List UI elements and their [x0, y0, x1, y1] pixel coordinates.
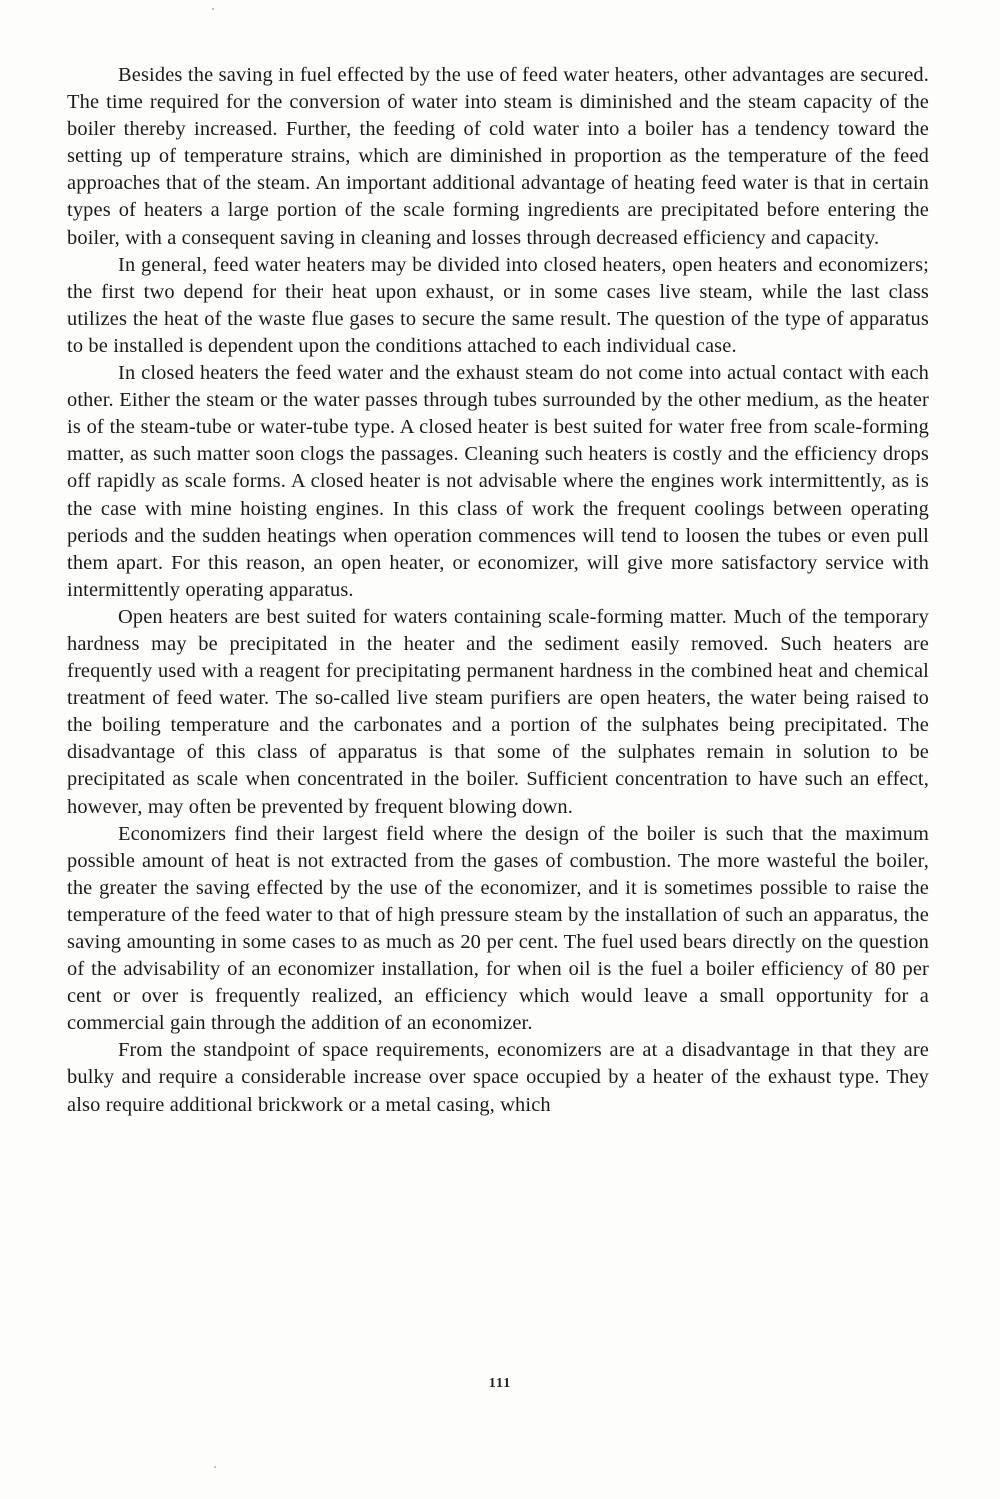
paragraph: Besides the saving in fuel effected by the use of feed water heaters, other advantages are secured. The time required for the conversion of water into steam is diminished and the steam capacity of the boiler thereby increased. Further, the feeding of cold water into a boiler has a tendency toward the setting up of temperature strains, which are diminished in proportion as the temperature of the feed approaches that of the steam. An important additional advantage of heating feed water is that in certain types of heaters a large portion of the scale forming ingredients are precipitated before entering the boiler, with a consequent saving in cleaning and losses through decreased efficiency and capacity.: [67, 64, 929, 249]
paragraph: Economizers find their largest field where the design of the boiler is such that the maximum possible amount of heat is not extracted from the gases of combustion. The more wasteful the boiler, the greater the saving effected by the use of the economizer, and it is sometimes possible to raise the temperature of the feed water to that of high pressure steam by the installation of such an apparatus, the saving amounting in some cases to as much as 20 per cent. The fuel used bears directly on the question of the advisability of an economizer installation, for when oil is the fuel a boiler efficiency of 80 per cent or over is frequently realized, an efficiency which would leave a small opportunity for a commercial gain through the addition of an economizer.: [67, 822, 929, 1035]
paragraph: Open heaters are best suited for waters containing scale-forming matter. Much of the temporary hardness may be precipitated in the heater and the sediment easily removed. Such heaters are frequently used with a reagent for precipitating permanent hardness in the combined heat and chemical treatment of feed water. The so-called live steam purifiers are open heaters, the water being raised to the boiling temperature and the carbonates and a portion of the sulphates being precipitated. The disadvantage of this class of apparatus is that some of the sulphates remain in solution to be precipitated as scale when concentrated in the boiler. Sufficient concentration to have such an effect, however, may often be prevented by frequent blowing down.: [67, 605, 929, 818]
paragraph: In closed heaters the feed water and the exhaust steam do not come into actual contact with each other. Either the steam or the water passes through tubes surrounded by the other medium, as the heater is of the steam-tube or water-tube type. A closed heater is best suited for water free from scale-forming matter, as such matter soon clogs the passages. Cleaning such heaters is costly and the efficiency drops off rapidly as scale forms. A closed heater is not advisable where the engines work intermittently, as is the case with mine hoisting engines. In this class of work the frequent coolings between operating periods and the sudden heatings when operation commences will tend to loosen the tubes or even pull them apart. For this reason, an open heater, or economizer, will give more satisfactory service with intermittently operating apparatus.: [67, 362, 929, 601]
scan-speck: [212, 8, 214, 10]
body-text: [67, 62, 929, 1119]
paragraph: From the standpoint of space requirements, economizers are at a disadvantage in that they are bulky and require a considerable increase over space occupied by a heater of the exhaust type. They also require additional brickwork or a metal casing, which: [67, 1039, 929, 1116]
page-number: 111: [488, 1376, 512, 1391]
paragraph: In general, feed water heaters may be divided into closed heaters, open heaters and economizers; the first two depend for their heat upon exhaust, or in some cases live steam, while the last class utilizes the heat of the waste flue gases to secure the same result. The question of the type of apparatus to be installed is dependent upon the conditions attached to each individual case.: [67, 253, 929, 357]
scan-speck: [214, 1466, 216, 1468]
